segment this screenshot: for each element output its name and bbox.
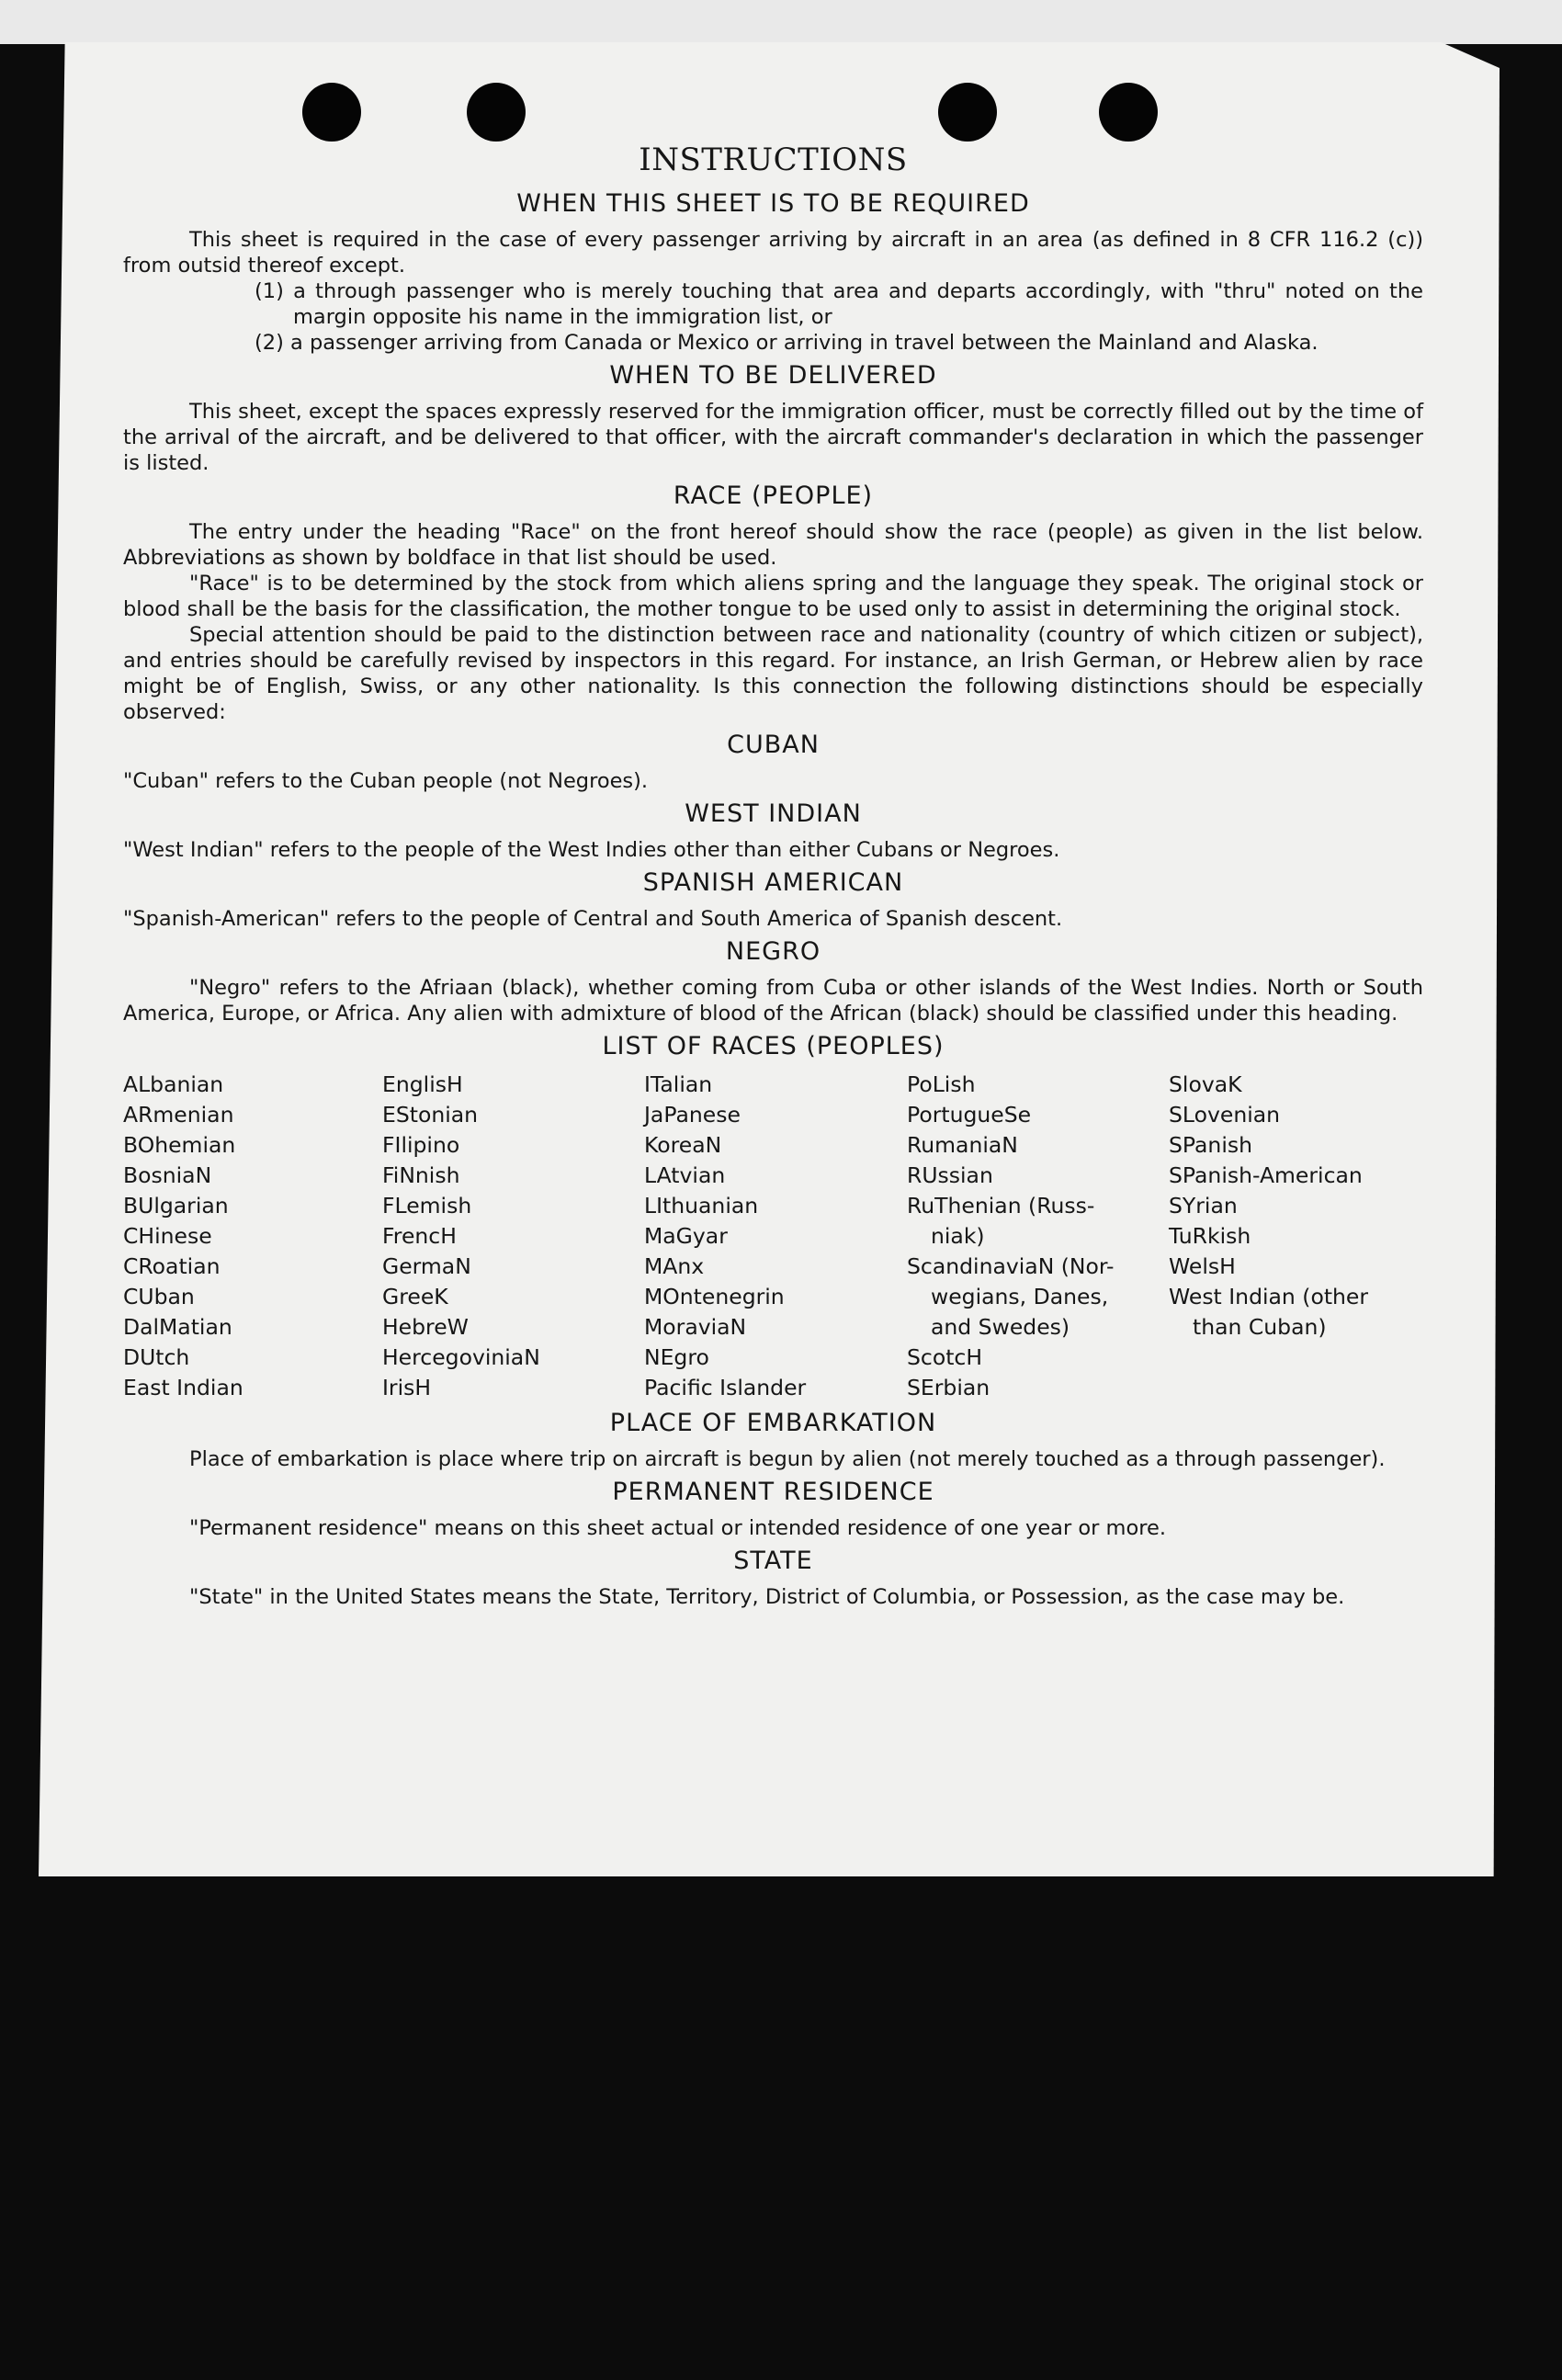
race-entry: TuRkish — [1169, 1223, 1251, 1249]
punch-hole — [467, 83, 526, 142]
race-entry: FIlipino — [382, 1132, 460, 1158]
race-entry: EStonian — [382, 1102, 479, 1128]
race-entry: SYrian — [1169, 1193, 1238, 1218]
race-entry: Pacific Islander — [644, 1375, 807, 1400]
race-entry: WelsH — [1169, 1253, 1236, 1279]
race-entry: HebreW — [382, 1314, 469, 1340]
race-entry: KoreaN — [644, 1132, 722, 1158]
race-entry: ScotcH — [907, 1344, 983, 1370]
spanish-american-text: "Spanish-American" refers to the people of Central and South America of Spanish descent. — [123, 907, 1063, 931]
races-column-3 — [644, 1070, 907, 1403]
race-entry-continuation: than Cuban) — [1193, 1314, 1327, 1340]
punch-hole — [1099, 83, 1158, 142]
race-entry-continuation: niak) — [931, 1223, 985, 1249]
race-entry: EnglisH — [382, 1071, 463, 1097]
section-heading-cuban: CUBAN — [727, 731, 820, 759]
race-entry: MOntenegrin — [644, 1284, 785, 1309]
race-entry: RUssian — [907, 1162, 993, 1188]
required-item-2: (2) a passenger arriving from Canada or Mexico or arriving in travel between the Mainland and Alaska. — [255, 331, 1319, 355]
embarkation-text: Place of embarkation is place where trip on aircraft is begun by alien (not merely touched as a through passenger). — [189, 1447, 1386, 1471]
race-paragraph-1: The entry under the heading "Race" on the front hereof should show the race (people) as given in the list below. Abbreviations as shown by boldface in that list should be used. — [123, 520, 1423, 570]
race-entry: ALbanian — [123, 1071, 224, 1097]
races-column-2 — [382, 1070, 644, 1403]
delivered-text: This sheet, except the spaces expressly reserved for the immigration officer, must be correctly filled out by the time of the arrival of the aircraft, and be delivered to that officer, with the aircraft commander's declaration in which the passenger is listed. — [123, 400, 1423, 475]
race-entry: LIthuanian — [644, 1193, 759, 1218]
instructions-content — [123, 138, 1423, 1610]
cuban-text: "Cuban" refers to the Cuban people (not Negroes). — [123, 769, 649, 793]
race-paragraph-3: Special attention should be paid to the distinction between race and nationality (country of which citizen or subject), and entries should be carefully revised by inspectors in this regard. For instance, an Irish German, or Hebrew alien by race might be of English, Swiss, or any other nationality. Is this connection the following distinctions should be especially observed: — [123, 623, 1423, 724]
punch-hole — [938, 83, 997, 142]
required-item-1: (1) a through passenger who is merely touching that area and departs accordingly, with "thru" noted on the margin opposite his name in the immigration list, or — [255, 279, 1423, 329]
race-entry: GermaN — [382, 1253, 471, 1279]
race-entry: RuThenian (Russ- — [907, 1193, 1095, 1218]
section-heading-spanish-american: SPANISH AMERICAN — [642, 868, 904, 897]
race-entry: CRoatian — [123, 1253, 221, 1279]
section-heading-required: WHEN THIS SHEET IS TO BE REQUIRED — [516, 189, 1030, 218]
permanent-residence-text: "Permanent residence" means on this sheet actual or intended residence of one year or more. — [189, 1516, 1166, 1540]
race-entry: ITalian — [644, 1071, 713, 1097]
race-entry: IrisH — [382, 1375, 432, 1400]
page-title: INSTRUCTIONS — [639, 142, 908, 178]
race-entry: RumaniaN — [907, 1132, 1018, 1158]
race-entry: SLovenian — [1169, 1102, 1281, 1128]
races-column-1 — [123, 1070, 382, 1403]
race-entry: FrencH — [382, 1223, 457, 1249]
race-entry-continuation: and Swedes) — [931, 1314, 1070, 1340]
section-heading-state: STATE — [733, 1547, 813, 1575]
section-heading-permanent-residence: PERMANENT RESIDENCE — [612, 1478, 934, 1506]
section-heading-delivered: WHEN TO BE DELIVERED — [609, 361, 937, 390]
section-heading-negro: NEGRO — [725, 937, 821, 966]
race-entry: MAnx — [644, 1253, 705, 1279]
race-entry: SPanish — [1169, 1132, 1252, 1158]
race-entry: SlovaK — [1169, 1071, 1242, 1097]
race-entry: ARmenian — [123, 1102, 234, 1128]
race-entry: LAtvian — [644, 1162, 726, 1188]
race-paragraph-2: "Race" is to be determined by the stock from which aliens spring and the language they speak. The original stock or blood shall be the basis for the classification, the mother tongue to be used only to assist in determining the original stock. — [123, 572, 1423, 621]
race-entry: MoraviaN — [644, 1314, 747, 1340]
section-heading-west-indian: WEST INDIAN — [685, 799, 862, 828]
list-of-races — [123, 1032, 1423, 1403]
races-column-4 — [907, 1070, 1169, 1403]
race-entry: DalMatian — [123, 1314, 232, 1340]
race-entry: PortugueSe — [907, 1102, 1032, 1128]
race-entry: CUban — [123, 1284, 195, 1309]
race-entry-continuation: wegians, Danes, — [931, 1284, 1109, 1309]
race-entry: BosniaN — [123, 1162, 212, 1188]
race-entry: CHinese — [123, 1223, 212, 1249]
negro-text: "Negro" refers to the Afriaan (black), whether coming from Cuba or other islands of the West Indies. North or South America, Europe, or Africa. Any alien with admixture of blood of the African (black) should be classified under this heading. — [123, 976, 1423, 1026]
required-intro: This sheet is required in the case of every passenger arriving by aircraft in an area (as defined in 8 CFR 116.2 (c)) from outsid thereof except. — [123, 228, 1423, 278]
race-entry: MaGyar — [644, 1223, 728, 1249]
race-entry: FLemish — [382, 1193, 472, 1218]
west-indian-text: "West Indian" refers to the people of the West Indies other than either Cubans or Negroes. — [123, 838, 1060, 862]
state-text: "State" in the United States means the State, Territory, District of Columbia, or Possession, as the case may be. — [189, 1585, 1345, 1609]
section-heading-race: RACE (PEOPLE) — [673, 482, 874, 510]
races-column-5 — [1169, 1070, 1423, 1403]
race-entry: East Indian — [123, 1375, 243, 1400]
punch-hole — [302, 83, 361, 142]
race-entry: FiNnish — [382, 1162, 460, 1188]
races-grid — [123, 1070, 1423, 1403]
race-entry: JaPanese — [644, 1102, 741, 1128]
race-entry: West Indian (other — [1169, 1284, 1369, 1309]
scan-top-edge — [0, 0, 1562, 44]
race-entry: ScandinaviaN (Nor- — [907, 1253, 1115, 1279]
race-entry: PoLish — [907, 1071, 976, 1097]
section-heading-list-of-races: LIST OF RACES (PEOPLES) — [602, 1032, 945, 1060]
section-heading-embarkation: PLACE OF EMBARKATION — [609, 1409, 937, 1437]
race-entry: HercegoviniaN — [382, 1344, 540, 1370]
race-entry: SPanish-American — [1169, 1162, 1363, 1188]
race-entry: BOhemian — [123, 1132, 236, 1158]
race-entry: GreeK — [382, 1284, 448, 1309]
race-entry: DUtch — [123, 1344, 190, 1370]
race-entry: SErbian — [907, 1375, 990, 1400]
race-entry: BUlgarian — [123, 1193, 229, 1218]
race-entry: NEgro — [644, 1344, 709, 1370]
